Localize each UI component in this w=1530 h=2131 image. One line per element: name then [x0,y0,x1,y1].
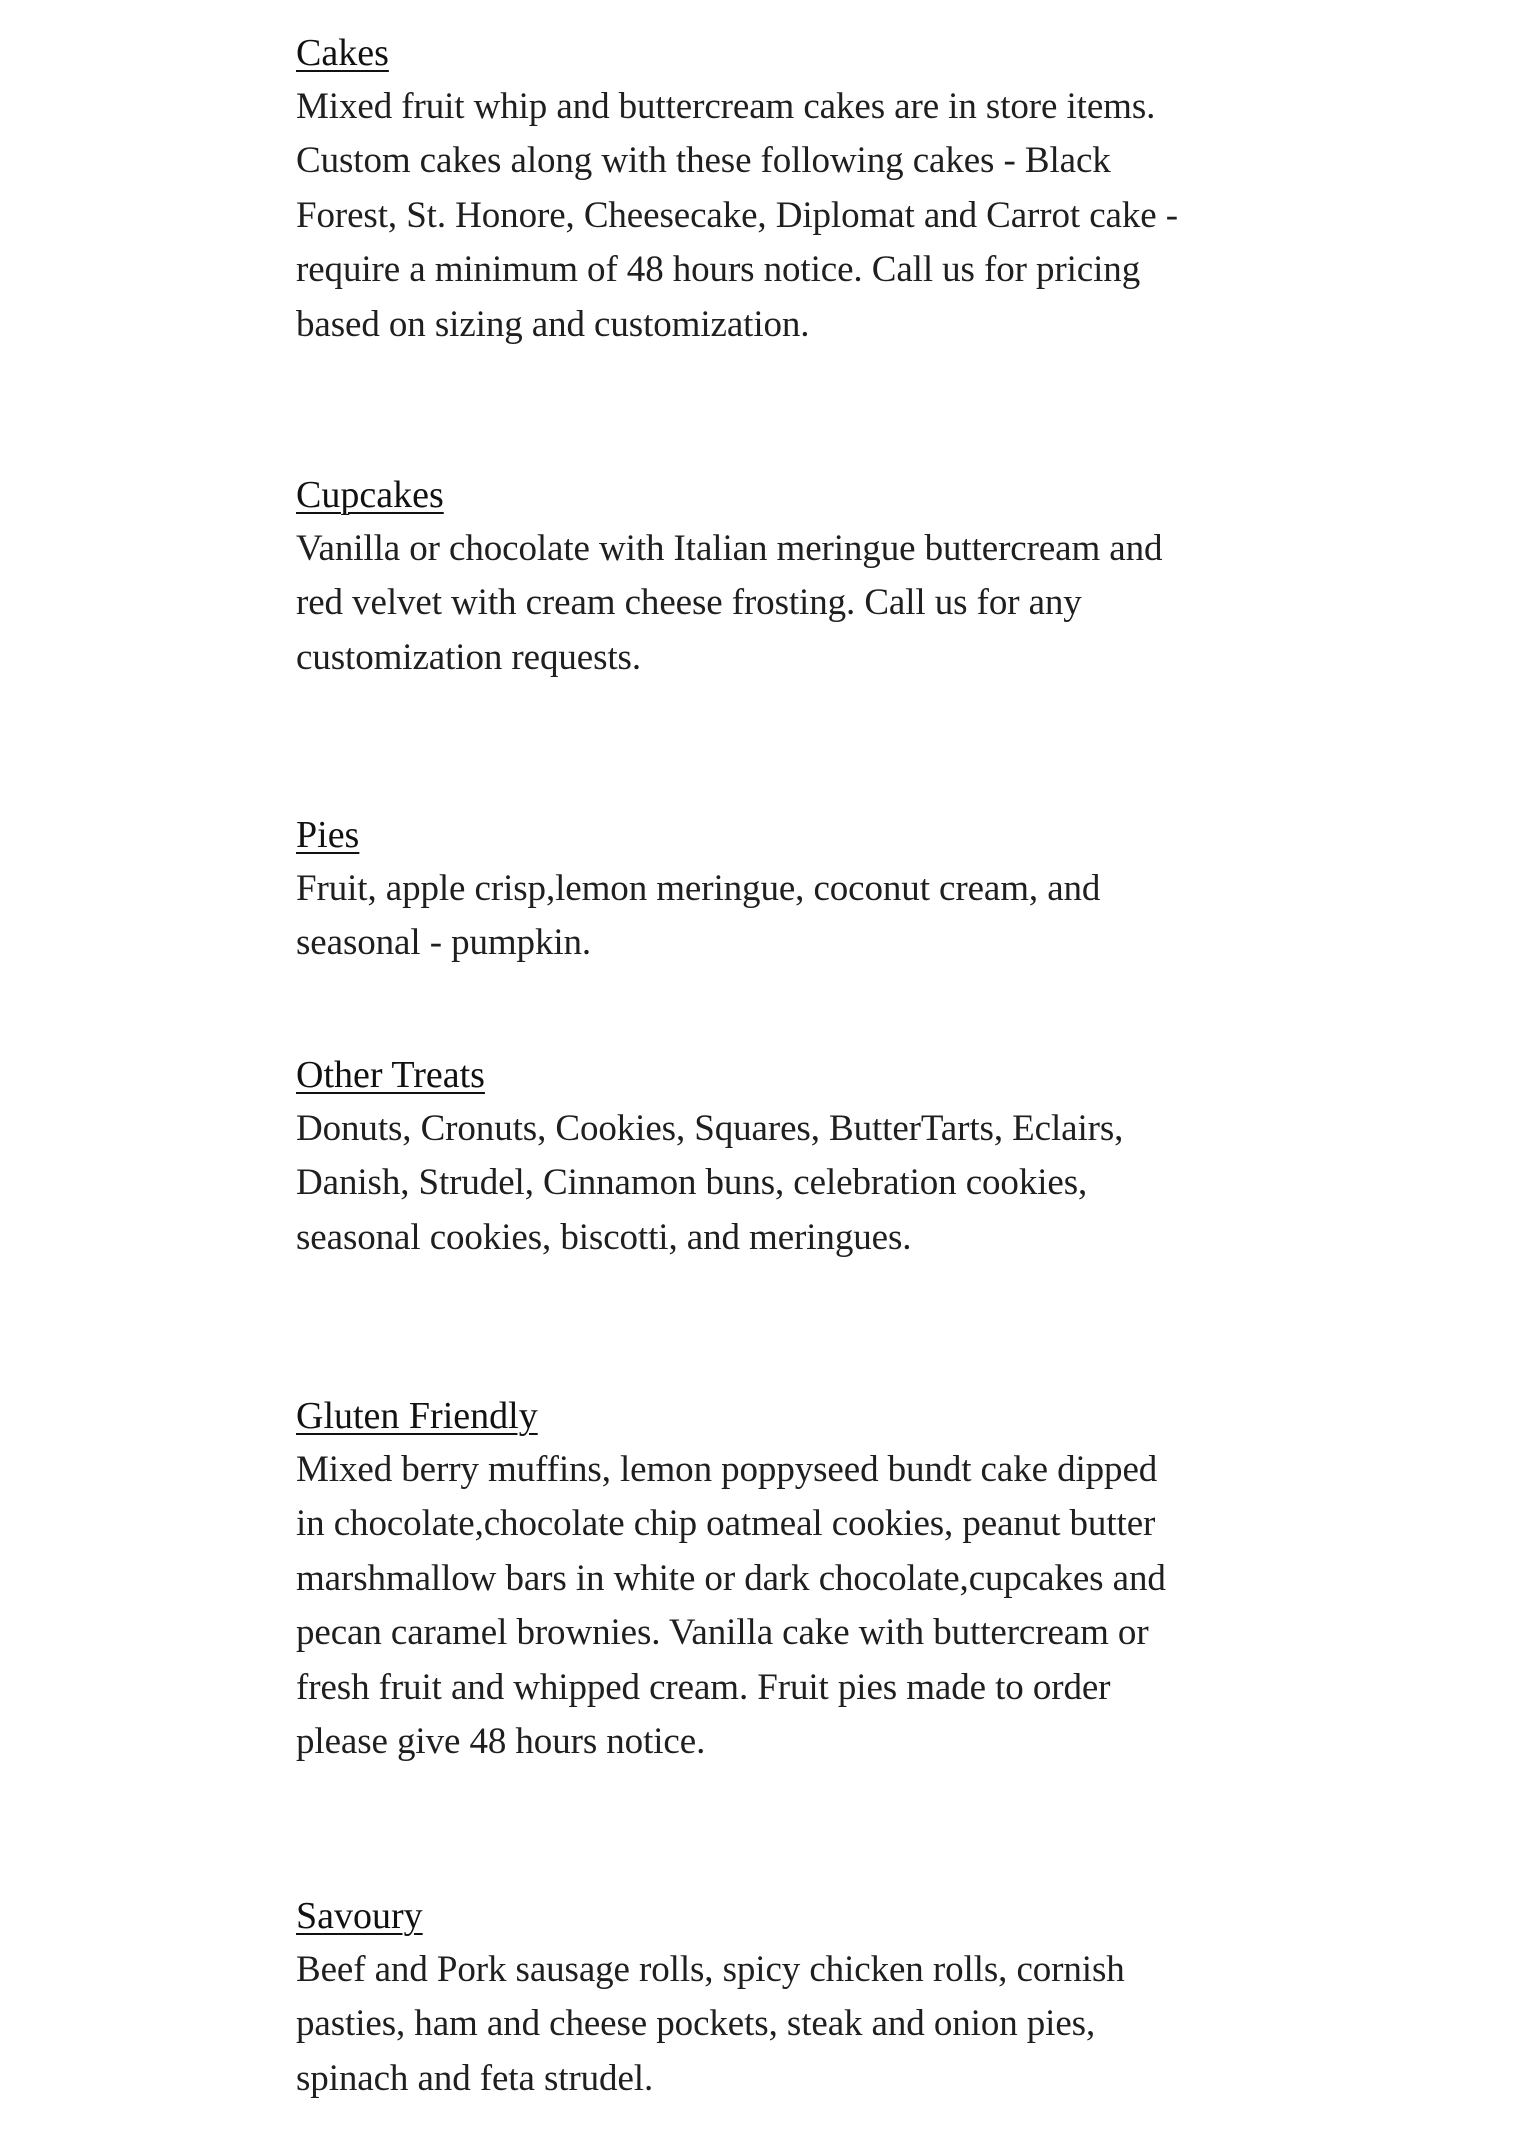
description-line: based on sizing and customization. [296,303,810,345]
section-heading-gluten-friendly: Gluten Friendly [296,1395,538,1437]
section-heading-savoury: Savoury [296,1895,423,1937]
description-line: Mixed fruit whip and buttercream cakes are in store items. [296,86,1156,127]
section-heading-pies: Pies [296,814,360,856]
section-heading-other-treats: Other Treats [296,1054,485,1096]
section-description-cupcakes [296,522,1256,685]
section-description-pies [296,862,1256,971]
description-line: pasties, ham and cheese pockets, steak and onion pies, [296,2003,1096,2045]
section-cakes [296,26,1256,352]
section-description-cakes [296,80,1256,352]
description-line: require a minimum of 48 hours notice. Call us for pricing [296,249,1141,291]
description-line: Danish, Strudel, Cinnamon buns, celebration cookies, [296,1162,1088,1204]
section-pies [296,808,1256,971]
description-line: please give 48 hours notice. [296,1721,706,1763]
description-line: fresh fruit and whipped cream. Fruit pies made to order [296,1666,1111,1708]
description-line: customization requests. [296,636,642,678]
section-other-treats [296,1048,1256,1265]
description-line: seasonal - pumpkin. [296,922,592,964]
description-line: in chocolate,chocolate chip oatmeal cookies, peanut butter [296,1503,1156,1545]
description-line: red velvet with cream cheese frosting. Call us for any [296,582,1082,624]
section-savoury [296,1889,1256,2106]
description-line: seasonal cookies, biscotti, and meringues. [296,1216,912,1258]
section-description-gluten-friendly [296,1443,1256,1769]
section-heading-cakes: Cakes [296,32,389,74]
description-line: Custom cakes along with these following cakes - Black [296,140,1111,182]
description-line: Fruit, apple crisp,lemon meringue, coconut cream, and [296,868,1101,909]
section-description-other-treats [296,1102,1256,1265]
description-line: Donuts, Cronuts, Cookies, Squares, ButterTarts, Eclairs, [296,1108,1124,1149]
section-gluten-friendly [296,1389,1256,1769]
section-description-savoury [296,1943,1256,2106]
section-heading-cupcakes: Cupcakes [296,474,444,516]
description-line: marshmallow bars in white or dark chocolate,cupcakes and [296,1557,1166,1599]
description-line: Forest, St. Honore, Cheesecake, Diplomat and Carrot cake - [296,194,1178,236]
description-line: pecan caramel brownies. Vanilla cake with buttercream or [296,1612,1149,1654]
section-cupcakes [296,468,1256,685]
description-line: spinach and feta strudel. [296,2057,654,2099]
description-line: Mixed berry muffins, lemon poppyseed bundt cake dipped [296,1449,1158,1490]
description-line: Vanilla or chocolate with Italian meringue buttercream and [296,528,1163,569]
description-line: Beef and Pork sausage rolls, spicy chicken rolls, cornish [296,1949,1125,1990]
